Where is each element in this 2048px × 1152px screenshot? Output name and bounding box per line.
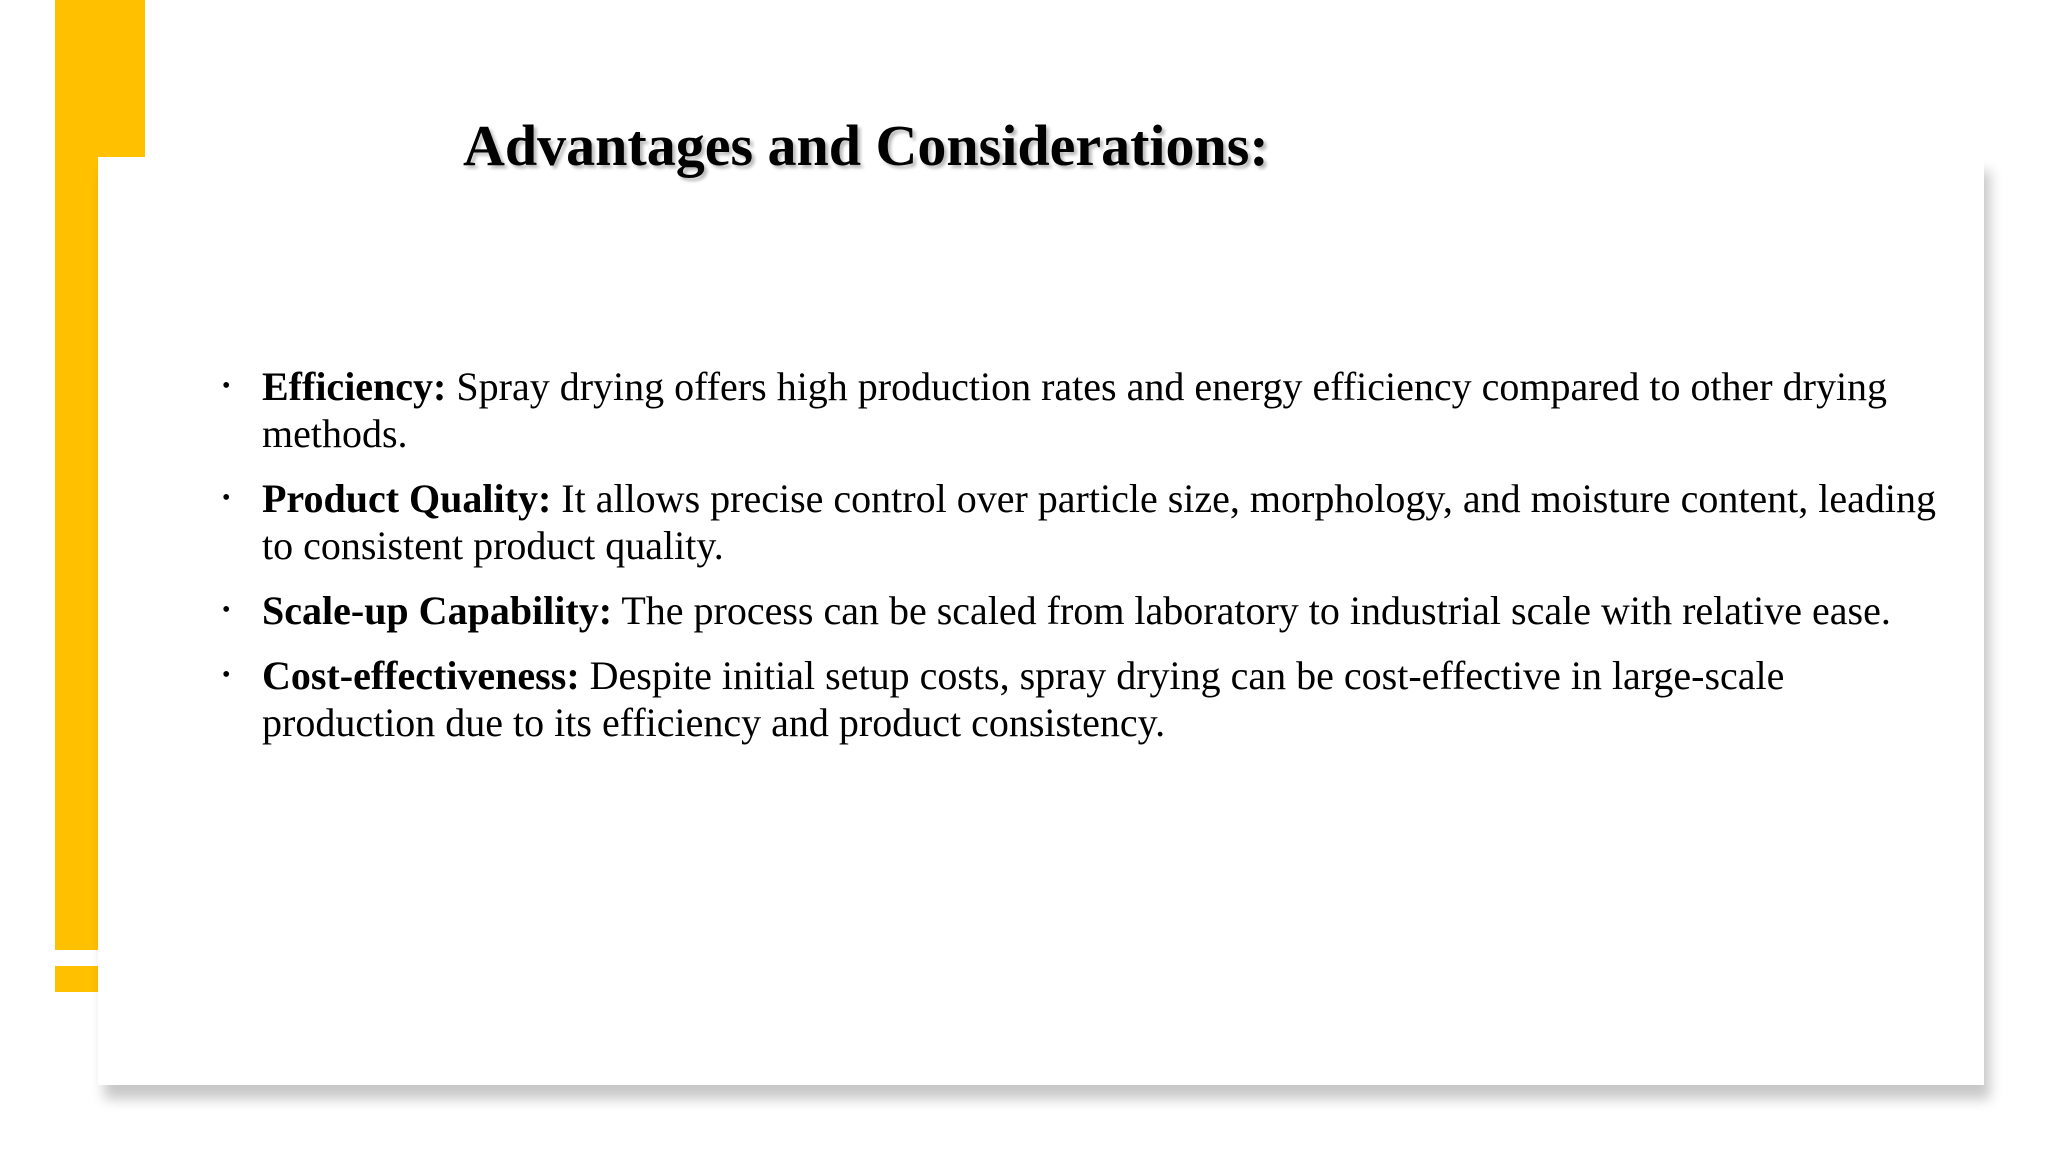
bullet-dot-icon: •	[222, 373, 231, 399]
bullet-list	[222, 363, 1942, 764]
bullet-text: Despite initial setup costs, spray drying can be cost-effective in large-scale production due to its efficiency and product consistency.	[262, 653, 1785, 745]
bullet-term: Product Quality:	[262, 476, 552, 521]
bullet-dot-icon: •	[222, 662, 231, 688]
bullet-item-scale-up	[222, 587, 1942, 634]
bullet-item-efficiency	[222, 363, 1942, 457]
bullet-item-cost-effectiveness	[222, 652, 1942, 746]
bullet-text: The process can be scaled from laboratory to industrial scale with relative ease.	[612, 588, 1891, 633]
bullet-item-product-quality	[222, 475, 1942, 569]
bullet-text: Spray drying offers high production rates and energy efficiency compared to other drying methods.	[262, 364, 1888, 456]
bullet-dot-icon: •	[222, 485, 231, 511]
bullet-text: It allows precise control over particle size, morphology, and moisture content, leading to consistent product quality.	[262, 476, 1937, 568]
bullet-term: Efficiency:	[262, 364, 447, 409]
bullet-term: Cost-effectiveness:	[262, 653, 580, 698]
accent-bar-top	[55, 0, 145, 157]
bullet-dot-icon: •	[222, 597, 231, 623]
bullet-term: Scale-up Capability:	[262, 588, 613, 633]
accent-bar-left	[55, 157, 98, 950]
slide-title: Advantages and Considerations:	[463, 113, 1269, 178]
accent-bar-small	[55, 966, 98, 992]
